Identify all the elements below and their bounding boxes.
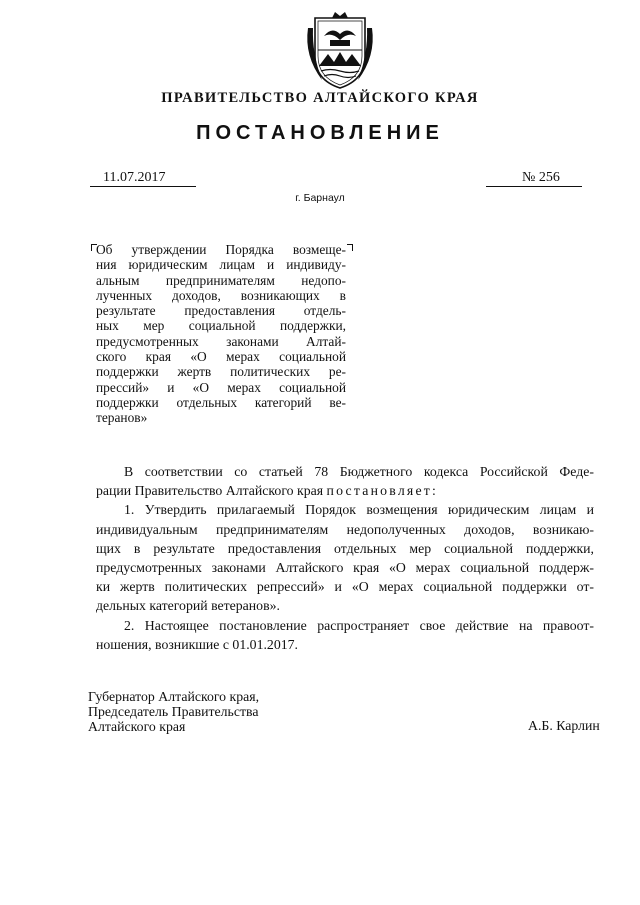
document-type-title: ПОСТАНОВЛЕНИЕ: [196, 122, 444, 144]
item-1-line: 1. Утвердить прилагаемый Порядок возмещения юридическим лицам и: [124, 502, 594, 518]
item-1-line: предусмотренных законами Алтайского края «О мерах социальной поддерж-: [96, 560, 594, 576]
altai-krai-coat-of-arms-icon: [302, 10, 378, 90]
title-line: ных мер социальной поддержки,: [96, 318, 346, 334]
item-2-line: ношения, возникшие с 01.01.2017.: [96, 636, 298, 652]
title-line: теранов»: [96, 410, 148, 426]
title-line: Об утверждении Порядка возмеще-: [96, 242, 346, 257]
preamble-prefix: рации Правительство Алтайского края: [96, 483, 324, 499]
preamble-line: [96, 481, 594, 500]
position-line: Алтайского края: [88, 718, 186, 734]
item-1-line: индивидуальным предпринимателям недополученных доходов, возникаю-: [96, 521, 594, 537]
document-body: [96, 462, 594, 654]
title-line: ния юридическим лицам и индивиду-: [96, 257, 346, 273]
signatory-position: [88, 690, 348, 734]
item-1-line: щих в результате предоставления отдельных мер социальной поддержки,: [96, 540, 594, 556]
preamble-line: В соответствии со статьей 78 Бюджетного кодекса Российской Феде-: [124, 464, 594, 479]
title-bracket-right: [347, 244, 353, 251]
title-line: предусмотренных законами Алтай-: [96, 333, 346, 349]
title-line: ского края «О мерах социальной: [96, 349, 346, 365]
title-line: результате предоставления отдель-: [96, 303, 346, 319]
signatory-name: А.Б. Карлин: [528, 718, 600, 733]
document-date: 11.07.2017: [103, 170, 166, 185]
title-line: лученных доходов, возникающих в: [96, 287, 346, 303]
government-name: ПРАВИТЕЛЬСТВО АЛТАЙСКОГО КРАЯ: [161, 90, 479, 106]
position-line: Губернатор Алтайского края,: [88, 689, 260, 704]
position-line: Председатель Правительства: [88, 703, 259, 719]
item-2-line: 2. Настоящее постановление распространяет свое действие на правоот-: [124, 617, 594, 633]
document-city: г. Барнаул: [295, 192, 345, 204]
title-line: поддержки жертв политических ре-: [96, 364, 346, 380]
item-1-line: ки жертв политических репрессий» и «О мерах социальной поддержки от-: [96, 579, 594, 595]
document-number: № 256: [522, 170, 560, 185]
title-line: альным предпринимателям недопо-: [96, 272, 346, 288]
title-line: поддержки отдельных категорий ве-: [96, 394, 346, 410]
document-subject-title: [96, 242, 346, 426]
resolves-word: постановляет:: [326, 483, 439, 499]
title-line: прессий» и «О мерах социальной: [96, 379, 346, 395]
item-1-line: дельных категорий ветеранов».: [96, 598, 280, 614]
